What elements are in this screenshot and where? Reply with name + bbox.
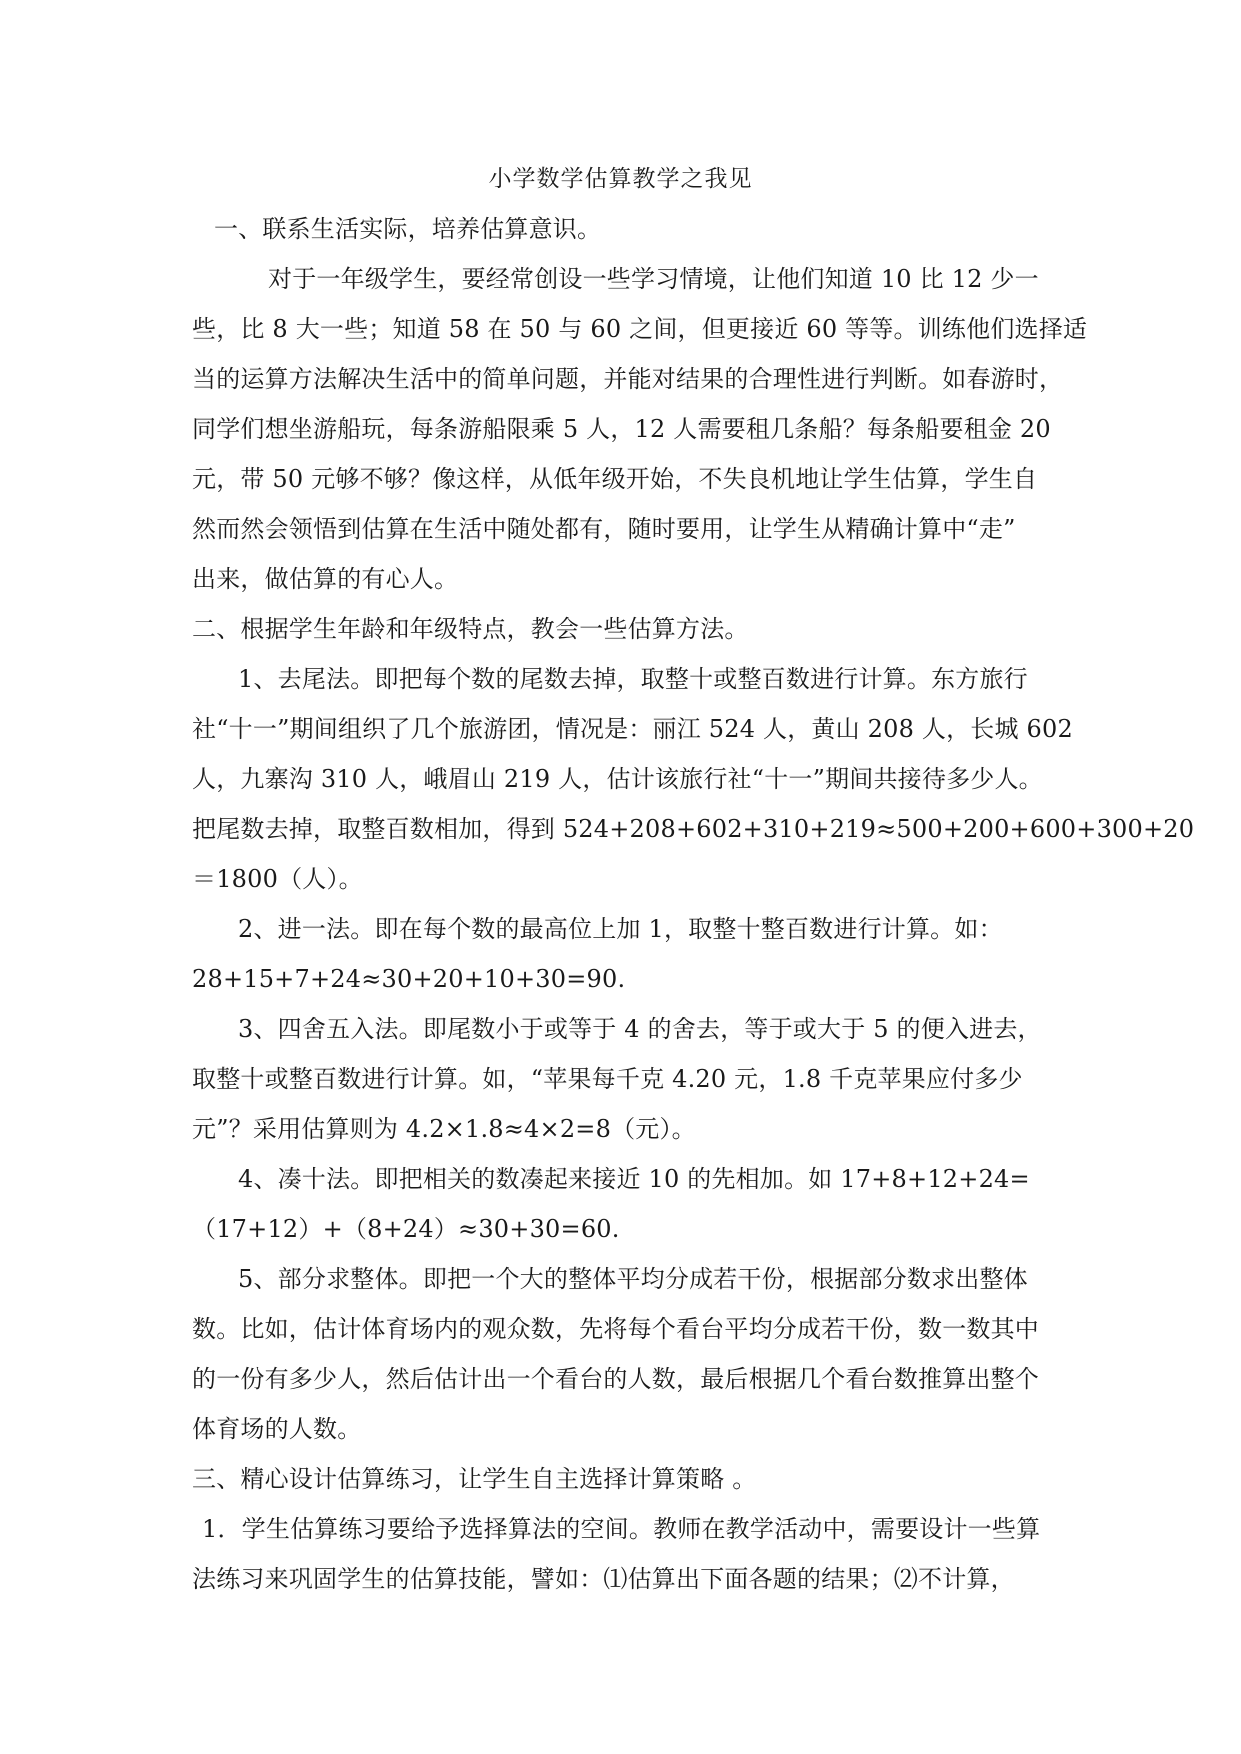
text-line: 对于一年级学生，要经常创设一些学习情境，让他们知道 10 比 12 少一: [268, 265, 1039, 293]
text-line: 2、进一法。即在每个数的最高位上加 1，取整十整百数进行计算。如：: [238, 915, 1003, 943]
text-line: 二、根据学生年龄和年级特点，教会一些估算方法。: [192, 615, 749, 643]
document-title: 小学数学估算教学之我见: [488, 166, 753, 192]
text-line: 然而然会领悟到估算在生活中随处都有，随时要用，让学生从精确计算中“走”: [192, 515, 1016, 543]
text-line: 5、部分求整体。即把一个大的整体平均分成若干份，根据部分数求出整体: [238, 1265, 1028, 1293]
text-line: 当的运算方法解决生活中的简单问题，并能对结果的合理性进行判断。如春游时，: [192, 365, 1064, 393]
text-line: 出来，做估算的有心人。: [192, 565, 459, 593]
text-line: 3、四舍五入法。即尾数小于或等于 4 的舍去，等于或大于 5 的便入进去，: [238, 1015, 1042, 1043]
text-line: 人，九寨沟 310 人，峨眉山 219 人，估计该旅行社“十一”期间共接待多少人。: [192, 765, 1043, 793]
text-line: 法练习来巩固学生的估算技能，譬如：⑴估算出下面各题的结果；⑵不计算，: [192, 1565, 1015, 1593]
text-line: 的一份有多少人，然后估计出一个看台的人数，最后根据几个看台数推算出整个: [192, 1365, 1039, 1393]
text-line: 社“十一”期间组织了几个旅游团，情况是：丽江 524 人，黄山 208 人，长城 602: [192, 715, 1073, 743]
text-line: 1．学生估算练习要给予选择算法的空间。教师在教学活动中，需要设计一些算: [202, 1515, 1041, 1543]
text-line: 元”？采用估算则为 4.2×1.8≈4×2=8（元）。: [192, 1115, 696, 1143]
text-line: 28+15+7+24≈30+20+10+30=90.: [192, 965, 626, 993]
text-line: （17+12）+（8+24）≈30+30=60.: [192, 1215, 620, 1243]
text-line: ＝1800（人）。: [192, 865, 363, 893]
text-line: 把尾数去掉，取整百数相加，得到 524+208+602+310+219≈500+200+600+300+20: [192, 815, 1195, 843]
text-line: 1、去尾法。即把每个数的尾数去掉，取整十或整百数进行计算。东方旅行: [238, 665, 1028, 693]
text-line: 同学们想坐游船玩，每条游船限乘 5 人，12 人需要租几条船？每条船要租金 20: [192, 415, 1051, 443]
text-line: 取整十或整百数进行计算。如，“苹果每千克 4.20 元，1.8 千克苹果应付多少: [192, 1065, 1023, 1093]
text-line: 元，带 50 元够不够？像这样，从低年级开始，不失良机地让学生估算，学生自: [192, 465, 1038, 493]
document-body: [192, 204, 1195, 1604]
text-line: 一、联系生活实际，培养估算意识。: [214, 215, 602, 243]
text-line: 数。比如，估计体育场内的观众数，先将每个看台平均分成若干份，数一数其中: [192, 1315, 1039, 1343]
text-line: 4、凑十法。即把相关的数凑起来接近 10 的先相加。如 17+8+12+24=: [238, 1165, 1030, 1193]
text-line: 些，比 8 大一些；知道 58 在 50 与 60 之间，但更接近 60 等等。训练他们选择适: [192, 315, 1088, 343]
text-line: 三、精心设计估算练习，让学生自主选择计算策略 。: [192, 1465, 757, 1493]
text-line: 体育场的人数。: [192, 1415, 362, 1443]
